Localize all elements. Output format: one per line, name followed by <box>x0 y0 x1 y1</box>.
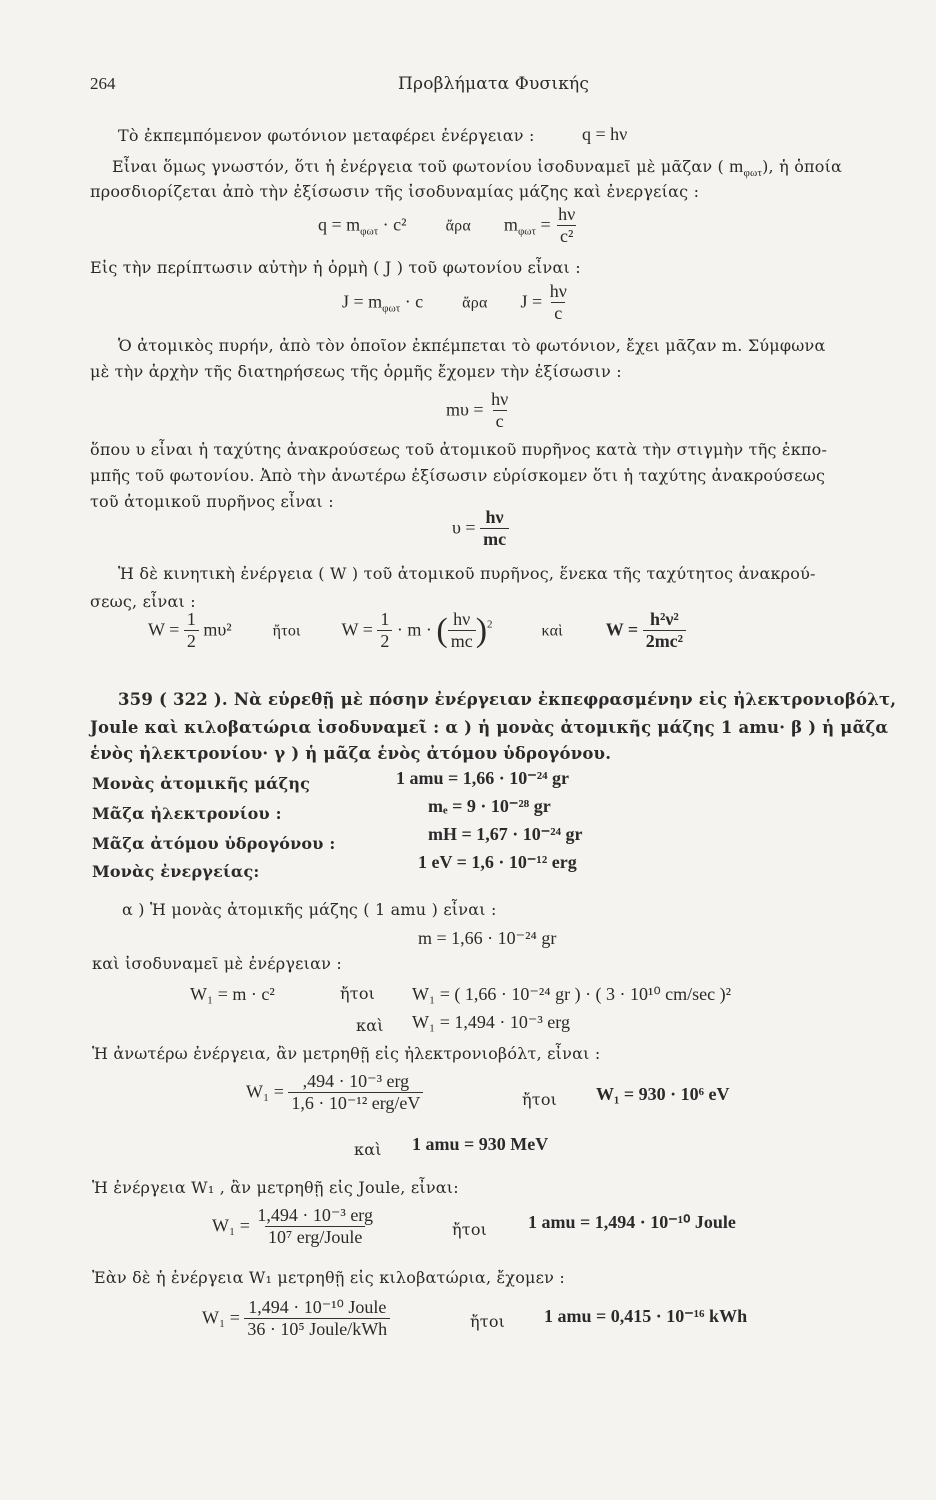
intro-line-9: τοῦ ἀτομικοῦ πυρῆνος εἶναι : <box>90 492 334 511</box>
solution-kai-2: καὶ <box>354 1140 382 1159</box>
page-number: 264 <box>90 74 116 93</box>
solution-joule-fraction: W₁ = $\frac{\text{1,494 · 10⁻³ erg}}{\text{10⁷ erg/Joule}}$ <box>212 1205 373 1247</box>
given-value-hydrogen: mH = 1,67 · 10⁻²⁴ gr <box>428 824 583 844</box>
intro-line-6: μὲ τὴν ἀρχὴν τῆς διατηρήσεως τῆς ὁρμῆς ἔχομεν τὴν ἐξίσωσιν : <box>90 362 622 381</box>
solution-ev-result: W₁ = 930 · 10⁶ eV <box>596 1084 730 1104</box>
solution-kwh-result: 1 amu = 0,415 · 10⁻¹⁶ kWh <box>544 1306 748 1326</box>
solution-kai-1: καὶ <box>356 1016 384 1035</box>
given-value-amu: 1 amu = 1,66 · 10⁻²⁴ gr <box>396 768 570 788</box>
solution-itoi-4: ἤτοι <box>470 1312 506 1331</box>
problem-heading-1: 359 ( 322 ). Νὰ εὑρεθῇ μὲ πόσην ἐνέργειαν ἐκπεφρασμένην εἰς ἠλεκτρονιοβόλτ, <box>118 690 897 709</box>
solution-w1-erg: W₁ = 1,494 · 10⁻³ erg <box>412 1012 570 1032</box>
intro-line-3: προσδιορίζεται ἀπὸ τὴν ἐξίσωσιν τῆς ἰσοδυναμίας μάζης καὶ ἐνεργείας : <box>90 182 700 201</box>
equation-recoil-velocity: υ = $\frac{h\nu}{mc}$ <box>452 508 509 550</box>
solution-kwh-fraction: W₁ = $\frac{\text{1,494 · 10⁻¹⁰ Joule}}{\text{36 · 10⁵ Joule/kWh}}$ <box>202 1298 390 1340</box>
intro-line-2: Εἶναι ὅμως γνωστόν, ὅτι ἡ ἐνέργεια τοῦ φωτονίου ἰσοδυναμεῖ μὲ μᾶζαν ( $m_{\varphi\omega\tau}$), ἡ ὁποία <box>112 156 843 179</box>
given-label-electron: Μᾶζα ἠλεκτρονίου : <box>92 804 282 823</box>
equation-kinetic-energy: W = $\frac{1}{2}$ mυ² ἤτοι W = $\frac{1}{2}$ · m · ( $\frac{h\nu}{mc}$ )$^2$ καὶ W = $\frac{\text{h²ν²}}{\text{2mc²}}$ <box>148 610 686 652</box>
intro-line-5: Ὁ ἀτομικὸς πυρήν, ἀπὸ τὸν ὁποῖον ἐκπέμπεται τὸ φωτόνιον, ἔχει μᾶζαν m. Σύμφωνα <box>118 336 826 355</box>
given-value-energy: 1 eV = 1,6 · 10⁻¹² erg <box>418 852 577 872</box>
given-label-hydrogen: Μᾶζα ἀτόμου ὑδρογόνου : <box>92 834 336 853</box>
problem-heading-2: Joule καὶ κιλοβατώρια ἰσοδυναμεῖ : α ) ἡ μονὰς ἀτομικῆς μάζης 1 amu· β ) ἡ μᾶζα <box>90 718 889 737</box>
given-label-energy: Μονὰς ἐνεργείας: <box>92 862 260 881</box>
intro-line-1: Τὸ ἐκπεμπόμενον φωτόνιον μεταφέρει ἐνέργειαν : <box>118 126 535 145</box>
solution-equiv-line: καὶ ἰσοδυναμεῖ μὲ ἐνέργειαν : <box>92 954 342 973</box>
equation-mass-energy: $q = m_{\varphi\omega\tau} \cdot c^2$ ἄρα $m_{\varphi\omega\tau}$ = $\frac{h\nu}{\text{c²}}$ <box>318 204 576 246</box>
solution-itoi-2: ἤτοι <box>522 1090 558 1109</box>
solution-itoi-1: ἤτοι <box>340 984 376 1003</box>
equation-momentum: $J = m_{\varphi\omega\tau} \cdot c$ ἄρα J = $\frac{h\nu}{c}$ <box>342 281 567 323</box>
solution-w1-def: W₁ = m · c² <box>190 984 275 1004</box>
solution-mass: m = 1,66 · 10⁻²⁴ gr <box>418 928 557 948</box>
solution-itoi-3: ἤτοι <box>452 1220 488 1239</box>
solution-ev-fraction: W₁ = $\frac{\text{,494 · 10⁻³ erg}}{\text{1,6 · 10⁻¹² erg/eV}}$ <box>246 1072 423 1114</box>
intro-line-11: σεως, εἶναι : <box>90 592 196 611</box>
solution-a-line: α ) Ἡ μονὰς ἀτομικῆς μάζης ( 1 amu ) εἶναι : <box>122 900 497 919</box>
solution-joule-line: Ἡ ἐνέργεια W₁ , ἂν μετρηθῇ εἰς Joule, εἶναι: <box>92 1178 459 1197</box>
solution-w1-calc: W₁ = ( 1,66 · 10⁻²⁴ gr ) · ( 3 · 10¹⁰ cm/sec )² <box>412 984 732 1004</box>
solution-joule-result: 1 amu = 1,494 · 10⁻¹⁰ Joule <box>528 1212 736 1232</box>
intro-line-7: ὅπου υ εἶναι ἡ ταχύτης ἀνακρούσεως τοῦ ἀτομικοῦ πυρῆνος κατὰ τὴν στιγμὴν τῆς ἐκπο- <box>90 440 828 459</box>
intro-line-4: Εἰς τὴν περίπτωσιν αὐτὴν ἡ ὁρμὴ ( J ) τοῦ φωτονίου εἶναι : <box>90 258 581 277</box>
solution-ev-line: Ἡ ἀνωτέρω ἐνέργεια, ἂν μετρηθῇ εἰς ἠλεκτρονιοβόλτ, εἶναι : <box>92 1044 601 1063</box>
given-label-amu: Μονὰς ἀτομικῆς μάζης <box>92 774 311 793</box>
eq-q-hv: q = hν <box>582 124 628 144</box>
problem-heading-3: ἑνὸς ἠλεκτρονίου· γ ) ἡ μᾶζα ἑνὸς ἀτόμου ὑδρογόνου. <box>90 744 612 763</box>
intro-line-8: μπῆς τοῦ φωτονίου. Ἀπὸ τὴν ἀνωτέρω ἐξίσωσιν εὑρίσκομεν ὅτι ἡ ταχύτης ἀνακρούσεως <box>90 466 826 485</box>
solution-kwh-line: Ἐὰν δὲ ἡ ἐνέργεια W₁ μετρηθῇ εἰς κιλοβατώρια, ἔχομεν : <box>92 1268 565 1287</box>
given-value-electron: mₑ = 9 · 10⁻²⁸ gr <box>428 796 551 816</box>
equation-momentum-conservation: mυ = $\frac{h\nu}{c}$ <box>446 389 509 431</box>
running-title: Προβλήματα Φυσικής <box>398 74 590 94</box>
intro-line-10: Ἡ δὲ κινητικὴ ἐνέργεια ( W ) τοῦ ἀτομικοῦ πυρῆνος, ἕνεκα τῆς ταχύτητος ἀνακρού- <box>118 564 816 583</box>
solution-mev-result: 1 amu = 930 MeV <box>412 1134 549 1154</box>
